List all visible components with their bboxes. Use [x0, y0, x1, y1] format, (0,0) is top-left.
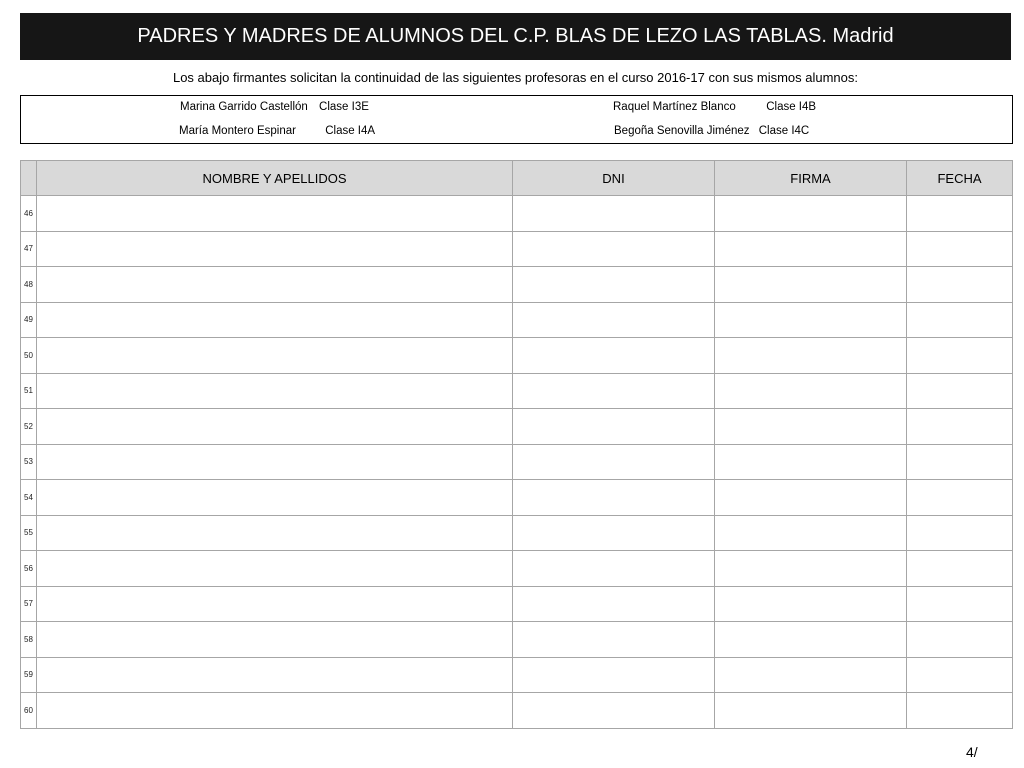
dni-cell[interactable]: [513, 231, 715, 267]
teacher-name: Raquel Martínez Blanco: [613, 101, 736, 113]
teacher-name: Marina Garrido Castellón: [180, 101, 308, 113]
date-cell[interactable]: [907, 586, 1013, 622]
date-cell[interactable]: [907, 551, 1013, 587]
teacher-entry: [614, 125, 809, 137]
table-header-row: [21, 161, 1013, 196]
signature-cell[interactable]: [715, 302, 907, 338]
row-number: 59: [21, 657, 37, 693]
row-number: 51: [21, 373, 37, 409]
date-cell[interactable]: [907, 231, 1013, 267]
date-cell[interactable]: [907, 373, 1013, 409]
table-row: [21, 586, 1013, 622]
row-number: 53: [21, 444, 37, 480]
row-number: 46: [21, 196, 37, 232]
teacher-entry: [180, 101, 369, 113]
table-row: [21, 231, 1013, 267]
table-row: [21, 267, 1013, 303]
signature-cell[interactable]: [715, 515, 907, 551]
table-row: [21, 302, 1013, 338]
signature-cell[interactable]: [715, 373, 907, 409]
signature-cell[interactable]: [715, 551, 907, 587]
name-cell[interactable]: [37, 693, 513, 729]
name-cell[interactable]: [37, 586, 513, 622]
signature-cell[interactable]: [715, 480, 907, 516]
table-row: [21, 373, 1013, 409]
table-row: [21, 196, 1013, 232]
dni-cell[interactable]: [513, 693, 715, 729]
signature-cell[interactable]: [715, 409, 907, 445]
dni-cell[interactable]: [513, 622, 715, 658]
name-cell[interactable]: [37, 551, 513, 587]
dni-cell[interactable]: [513, 267, 715, 303]
date-cell[interactable]: [907, 196, 1013, 232]
intro-text: Los abajo firmantes solicitan la continuidad de las siguientes profesoras en el curso 2016-17 con sus mismos alumnos:: [172, 70, 859, 85]
row-number: 54: [21, 480, 37, 516]
table-row: [21, 657, 1013, 693]
dni-cell[interactable]: [513, 338, 715, 374]
name-cell[interactable]: [37, 373, 513, 409]
title-text: PADRES Y MADRES DE ALUMNOS DEL C.P. BLAS DE LEZO LAS TABLAS. Madrid: [137, 25, 894, 47]
table-row: [21, 409, 1013, 445]
row-number: 57: [21, 586, 37, 622]
table-row: [21, 480, 1013, 516]
signature-cell[interactable]: [715, 444, 907, 480]
teachers-box: [20, 95, 1013, 144]
signature-cell[interactable]: [715, 338, 907, 374]
teacher-name: Begoña Senovilla Jiménez: [614, 125, 750, 137]
table-row: [21, 693, 1013, 729]
date-cell[interactable]: [907, 267, 1013, 303]
name-cell[interactable]: [37, 196, 513, 232]
name-column-header: NOMBRE Y APELLIDOS: [37, 161, 513, 196]
row-number: 60: [21, 693, 37, 729]
dni-cell[interactable]: [513, 657, 715, 693]
date-cell[interactable]: [907, 338, 1013, 374]
teacher-class: Clase I3E: [319, 101, 369, 113]
name-cell[interactable]: [37, 515, 513, 551]
date-cell[interactable]: [907, 693, 1013, 729]
table-body: [21, 196, 1013, 729]
row-number: 48: [21, 267, 37, 303]
signature-cell[interactable]: [715, 693, 907, 729]
dni-cell[interactable]: [513, 515, 715, 551]
date-cell[interactable]: [907, 515, 1013, 551]
table-row: [21, 338, 1013, 374]
dni-column-header: DNI: [513, 161, 715, 196]
row-number: 49: [21, 302, 37, 338]
dni-cell[interactable]: [513, 196, 715, 232]
name-cell[interactable]: [37, 444, 513, 480]
name-cell[interactable]: [37, 231, 513, 267]
teacher-class: Clase I4A: [325, 125, 376, 137]
table-row: [21, 622, 1013, 658]
teacher-class: Clase I4B: [766, 101, 817, 113]
date-column-header: FECHA: [907, 161, 1013, 196]
teacher-entry: [613, 101, 816, 113]
table-row: [21, 515, 1013, 551]
signature-column-header: FIRMA: [715, 161, 907, 196]
signature-cell[interactable]: [715, 196, 907, 232]
row-number: 52: [21, 409, 37, 445]
row-number: 55: [21, 515, 37, 551]
date-cell[interactable]: [907, 444, 1013, 480]
row-number: 50: [21, 338, 37, 374]
teacher-entry: [179, 125, 375, 137]
date-cell[interactable]: [907, 409, 1013, 445]
signature-cell[interactable]: [715, 657, 907, 693]
name-cell[interactable]: [37, 657, 513, 693]
date-cell[interactable]: [907, 480, 1013, 516]
row-number: 58: [21, 622, 37, 658]
date-cell[interactable]: [907, 657, 1013, 693]
table-row: [21, 551, 1013, 587]
signature-cell[interactable]: [715, 231, 907, 267]
signature-cell[interactable]: [715, 586, 907, 622]
date-cell[interactable]: [907, 302, 1013, 338]
signature-cell[interactable]: [715, 622, 907, 658]
signature-cell[interactable]: [715, 267, 907, 303]
name-cell[interactable]: [37, 480, 513, 516]
dni-cell[interactable]: [513, 586, 715, 622]
page-number: 4/: [966, 744, 978, 760]
dni-cell[interactable]: [513, 409, 715, 445]
dni-cell[interactable]: [513, 302, 715, 338]
name-cell[interactable]: [37, 409, 513, 445]
name-cell[interactable]: [37, 338, 513, 374]
table-row: [21, 444, 1013, 480]
dni-cell[interactable]: [513, 551, 715, 587]
teacher-class: Clase I4C: [758, 125, 810, 137]
name-cell[interactable]: [37, 622, 513, 658]
date-cell[interactable]: [907, 622, 1013, 658]
name-cell[interactable]: [37, 267, 513, 303]
page-title: [20, 13, 1011, 60]
row-number-header: [21, 161, 37, 196]
dni-cell[interactable]: [513, 373, 715, 409]
dni-cell[interactable]: [513, 444, 715, 480]
dni-cell[interactable]: [513, 480, 715, 516]
name-cell[interactable]: [37, 302, 513, 338]
signature-table: [20, 160, 1013, 729]
row-number: 47: [21, 231, 37, 267]
teacher-name: María Montero Espinar: [179, 125, 296, 137]
row-number: 56: [21, 551, 37, 587]
